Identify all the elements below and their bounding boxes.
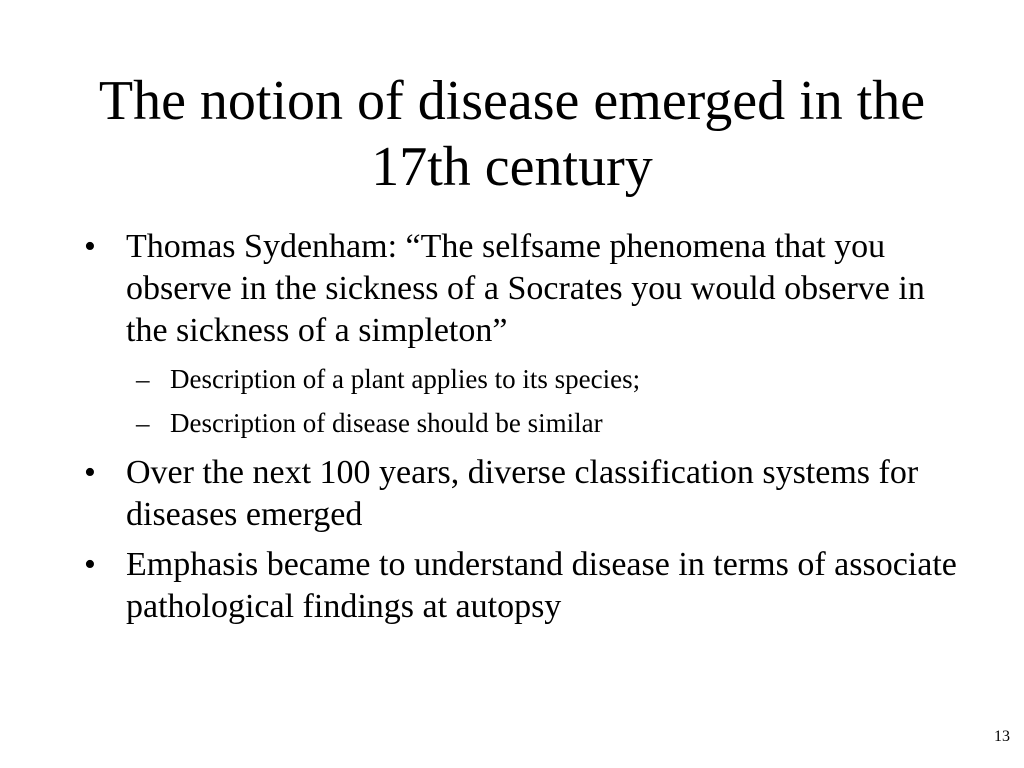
bullet-text: Over the next 100 years, diverse classification systems for diseases emerged: [126, 454, 919, 533]
slide-title: The notion of disease emerged in the 17th century: [98, 70, 926, 198]
bullet-item: [84, 226, 964, 352]
bullet-marker: •: [84, 228, 96, 265]
subbullet-text: Description of disease should be similar: [170, 408, 603, 438]
subbullet-text: Description of a plant applies to its species;: [170, 364, 641, 394]
bullet-item: [84, 452, 964, 536]
bullet-text: Emphasis became to understand disease in terms of associate pathological findings at autopsy: [126, 546, 957, 625]
subbullet-item: [84, 362, 964, 396]
bullet-item: [84, 544, 964, 628]
subbullet-list: [84, 362, 964, 440]
slide-number: 13: [994, 728, 1010, 745]
bullet-marker: •: [84, 454, 96, 491]
bullet-marker: •: [84, 546, 96, 583]
slide-body: [84, 226, 964, 636]
subbullet-marker: –: [136, 408, 150, 438]
bullet-text: Thomas Sydenham: “The selfsame phenomena that you observe in the sickness of a Socrates you would observe in the sickness of a simpleton”: [126, 228, 925, 349]
subbullet-marker: –: [136, 364, 150, 394]
subbullet-item: [84, 406, 964, 440]
